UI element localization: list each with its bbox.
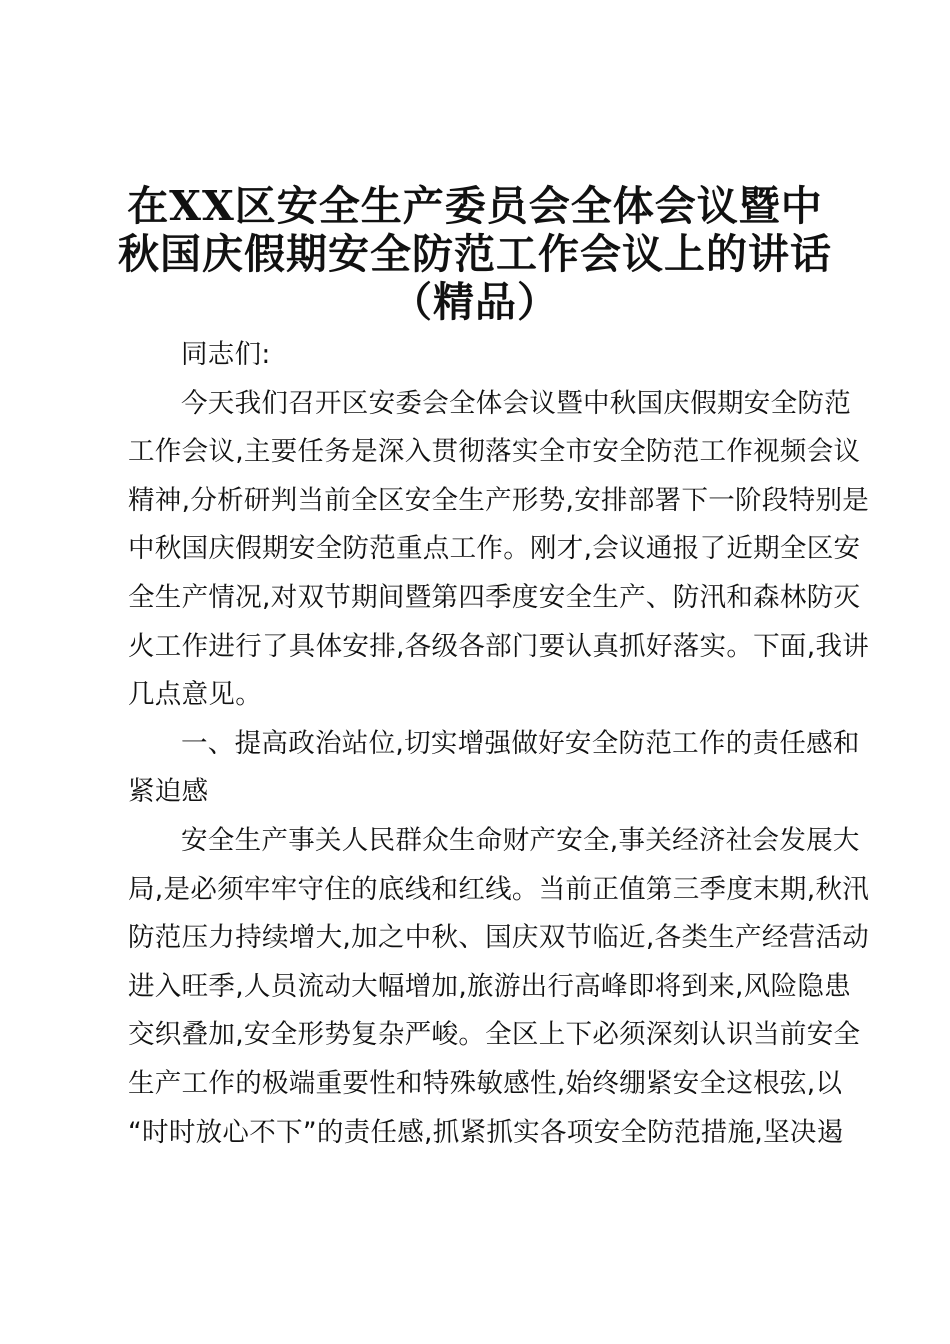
- text-line: 局,是必须牢牢守住的底线和红线。当前正值第三季度末期,秋汛: [128, 873, 870, 905]
- heading-line: 一、提高政治站位,切实增强做好安全防范工作的责任感和: [181, 727, 860, 759]
- text-line: 精神,分析研判当前全区安全生产形势,安排部署下一阶段特别是: [128, 484, 870, 516]
- text-line: 中秋国庆假期安全防范重点工作。刚才,会议通报了近期全区安: [128, 533, 861, 565]
- text-line: 几点意见。: [128, 679, 262, 711]
- text-line: 工作会议,主要任务是深入贯彻落实全市安全防范工作视频会议: [128, 436, 861, 468]
- title-line: 在XX区安全生产委员会全体会议暨中: [127, 182, 823, 230]
- document-body: [128, 331, 870, 1157]
- paragraph-section-1: [128, 817, 870, 1157]
- salutation-line: 同志们:: [181, 339, 271, 370]
- salutation: [128, 331, 834, 380]
- text-line: 安全生产事关人民群众生命财产安全,事关经济社会发展大: [181, 824, 860, 856]
- title-line: （精品）: [391, 278, 559, 326]
- text-line: “时时放心不下”的责任感,抓紧抓实各项安全防范措施,坚决遏: [128, 1116, 844, 1148]
- document-title: [110, 182, 840, 326]
- paragraph-intro: [128, 380, 870, 720]
- text-line: 今天我们召开区安委会全体会议暨中秋国庆假期安全防范: [181, 387, 851, 419]
- title-line: 秋国庆假期安全防范工作会议上的讲话: [118, 230, 832, 278]
- text-line: 防范压力持续增大,加之中秋、国庆双节临近,各类生产经营活动: [128, 922, 870, 954]
- text-line: 交织叠加,安全形势复杂严峻。全区上下必须深刻认识当前安全: [128, 1019, 861, 1051]
- text-line: 火工作进行了具体安排,各级各部门要认真抓好落实。下面,我讲: [128, 630, 870, 662]
- text-line: 全生产情况,对双节期间暨第四季度安全生产、防汛和森林防灭: [128, 581, 861, 613]
- text-line: 生产工作的极端重要性和特殊敏感性,始终绷紧安全这根弦,以: [128, 1067, 843, 1099]
- section-heading-1: [128, 720, 860, 817]
- text-line: 进入旺季,人员流动大幅增加,旅游出行高峰即将到来,风险隐患: [128, 970, 851, 1002]
- heading-line: 紧迫感: [128, 776, 209, 808]
